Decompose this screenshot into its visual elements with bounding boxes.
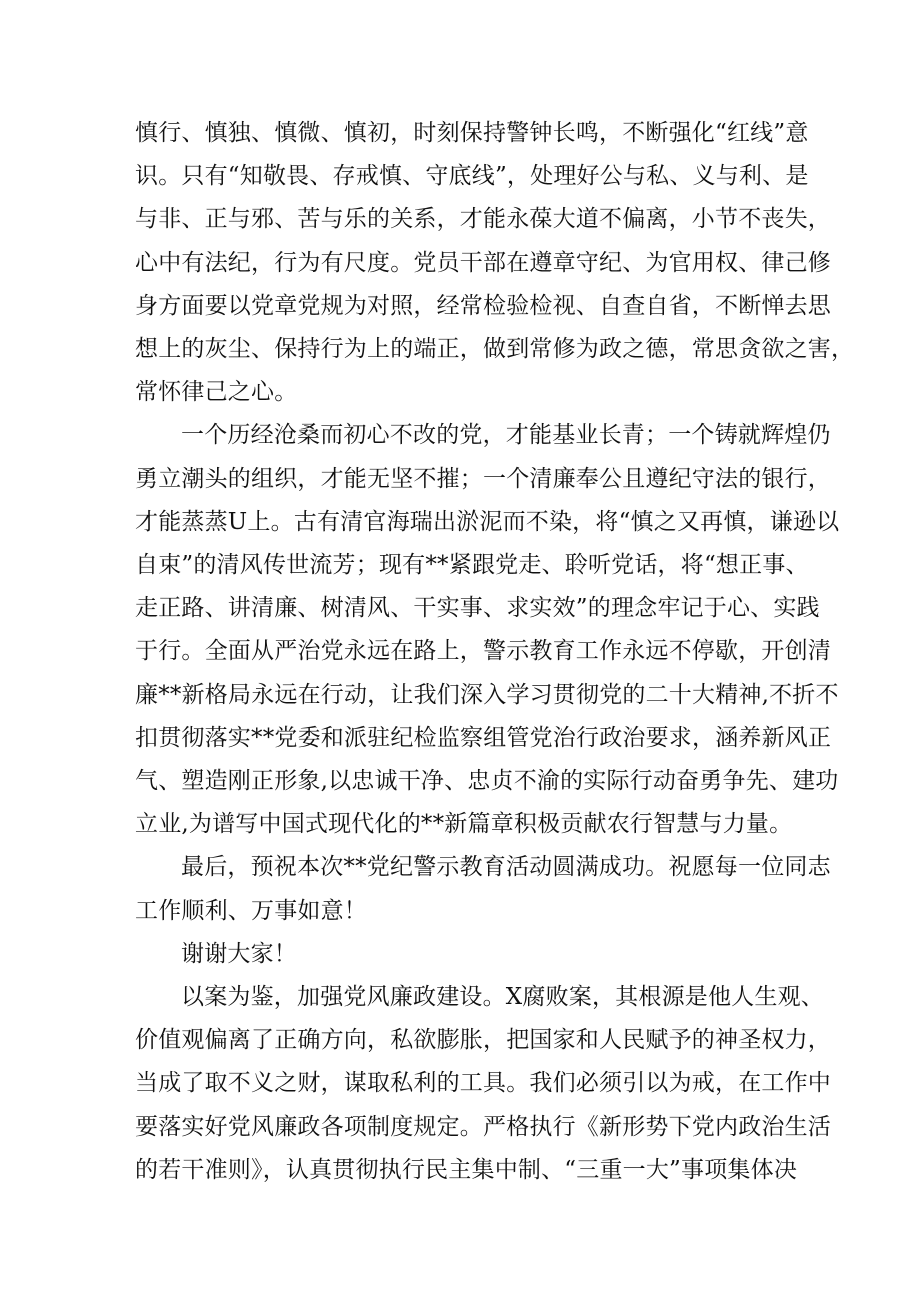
text-line: 识。只有“知敬畏、存戒慎、守底线”，处理好公与私、义与利、是 xyxy=(135,163,809,190)
text-line: 立业,为谱写中国式现代化的**新篇章积极贡献农行智慧与力量。 xyxy=(135,811,793,838)
text-line: 当成了取不义之财，谋取私利的工具。我们必须引以为戒，在工作中 xyxy=(135,1070,831,1097)
text-line: 想上的灰尘、保持行为上的端正，做到常修为政之德，常思贪欲之害， xyxy=(135,336,855,363)
text-line: 最后，预祝本次**党纪警示教育活动圆满成功。祝愿每一位同志 xyxy=(181,854,831,881)
text-line: 常怀律己之心。 xyxy=(135,379,298,406)
paragraph-thanks xyxy=(135,933,799,976)
text-line: 的若干准则》，认真贯彻执行民主集中制、“三重一大”事项集体决 xyxy=(135,1156,798,1183)
text-line: 才能蒸蒸U上。古有清官海瑞出淤泥而不染，将“慎之又再慎，谦逊以 xyxy=(135,508,840,535)
text-line: 自束”的清风传世流芳；现有**紧跟党走、聆听党话，将“想正事、 xyxy=(135,552,809,579)
paragraph-closing-wishes xyxy=(135,846,831,932)
text-line: 气、塑造刚正形象,以忠诚干净、忠贞不渝的实际行动奋勇争先、建功 xyxy=(135,768,839,795)
text-line: 于行。全面从严治党永远在路上，警示教育工作永远不停歇，开创清 xyxy=(135,638,831,665)
text-line: 价值观偏离了正确方向，私欲膨胀，把国家和人民赋予的神圣权力， xyxy=(135,1027,831,1054)
text-line: 身方面要以党章党规为对照，经常检验检视、自查自省，不断惮去思 xyxy=(135,292,831,319)
text-line: 谢谢大家！ xyxy=(181,940,297,967)
document-body xyxy=(135,112,855,1192)
text-line: 慎行、慎独、慎微、慎初，时刻保持警钟长鸣，不断强化“红线”意 xyxy=(135,120,809,146)
text-line: 心中有法纪，行为有尺度。党员干部在遵章守纪、为官用权、律己修 xyxy=(135,249,831,276)
text-line: 以案为鉴，加强党风廉政建设。X腐败案，其根源是他人生观、 xyxy=(181,984,824,1011)
text-line: 与非、正与邪、苦与乐的关系，才能永葆大道不偏离，小节不丧失， xyxy=(135,206,831,233)
text-line: 要落实好党风廉政各项制度规定。严格执行《新形势下党内政治生活 xyxy=(135,1113,831,1140)
text-line: 一个历经沧桑而初心不改的党，才能基业长青；一个铸就辉煌仍 xyxy=(181,422,831,449)
paragraph-party-history xyxy=(135,414,840,846)
paragraph-continuation xyxy=(135,112,855,414)
text-line: 勇立潮头的组织，才能无坚不摧；一个清廉奉公且遵纪守法的银行， xyxy=(135,465,831,492)
text-line: 走正路、讲清廉、树清风、干实事、求实效”的理念牢记于心、实践 xyxy=(135,595,820,622)
text-line: 廉**新格局永远在行动，让我们深入学习贯彻党的二十大精神,不折不 xyxy=(135,681,839,708)
text-line: 工作顺利、万事如意！ xyxy=(135,897,367,924)
paragraph-case-lesson xyxy=(135,976,831,1192)
text-line: 扣贯彻落实**党委和派驻纪检监察组管党治行政治要求，涵养新风正 xyxy=(135,724,832,751)
